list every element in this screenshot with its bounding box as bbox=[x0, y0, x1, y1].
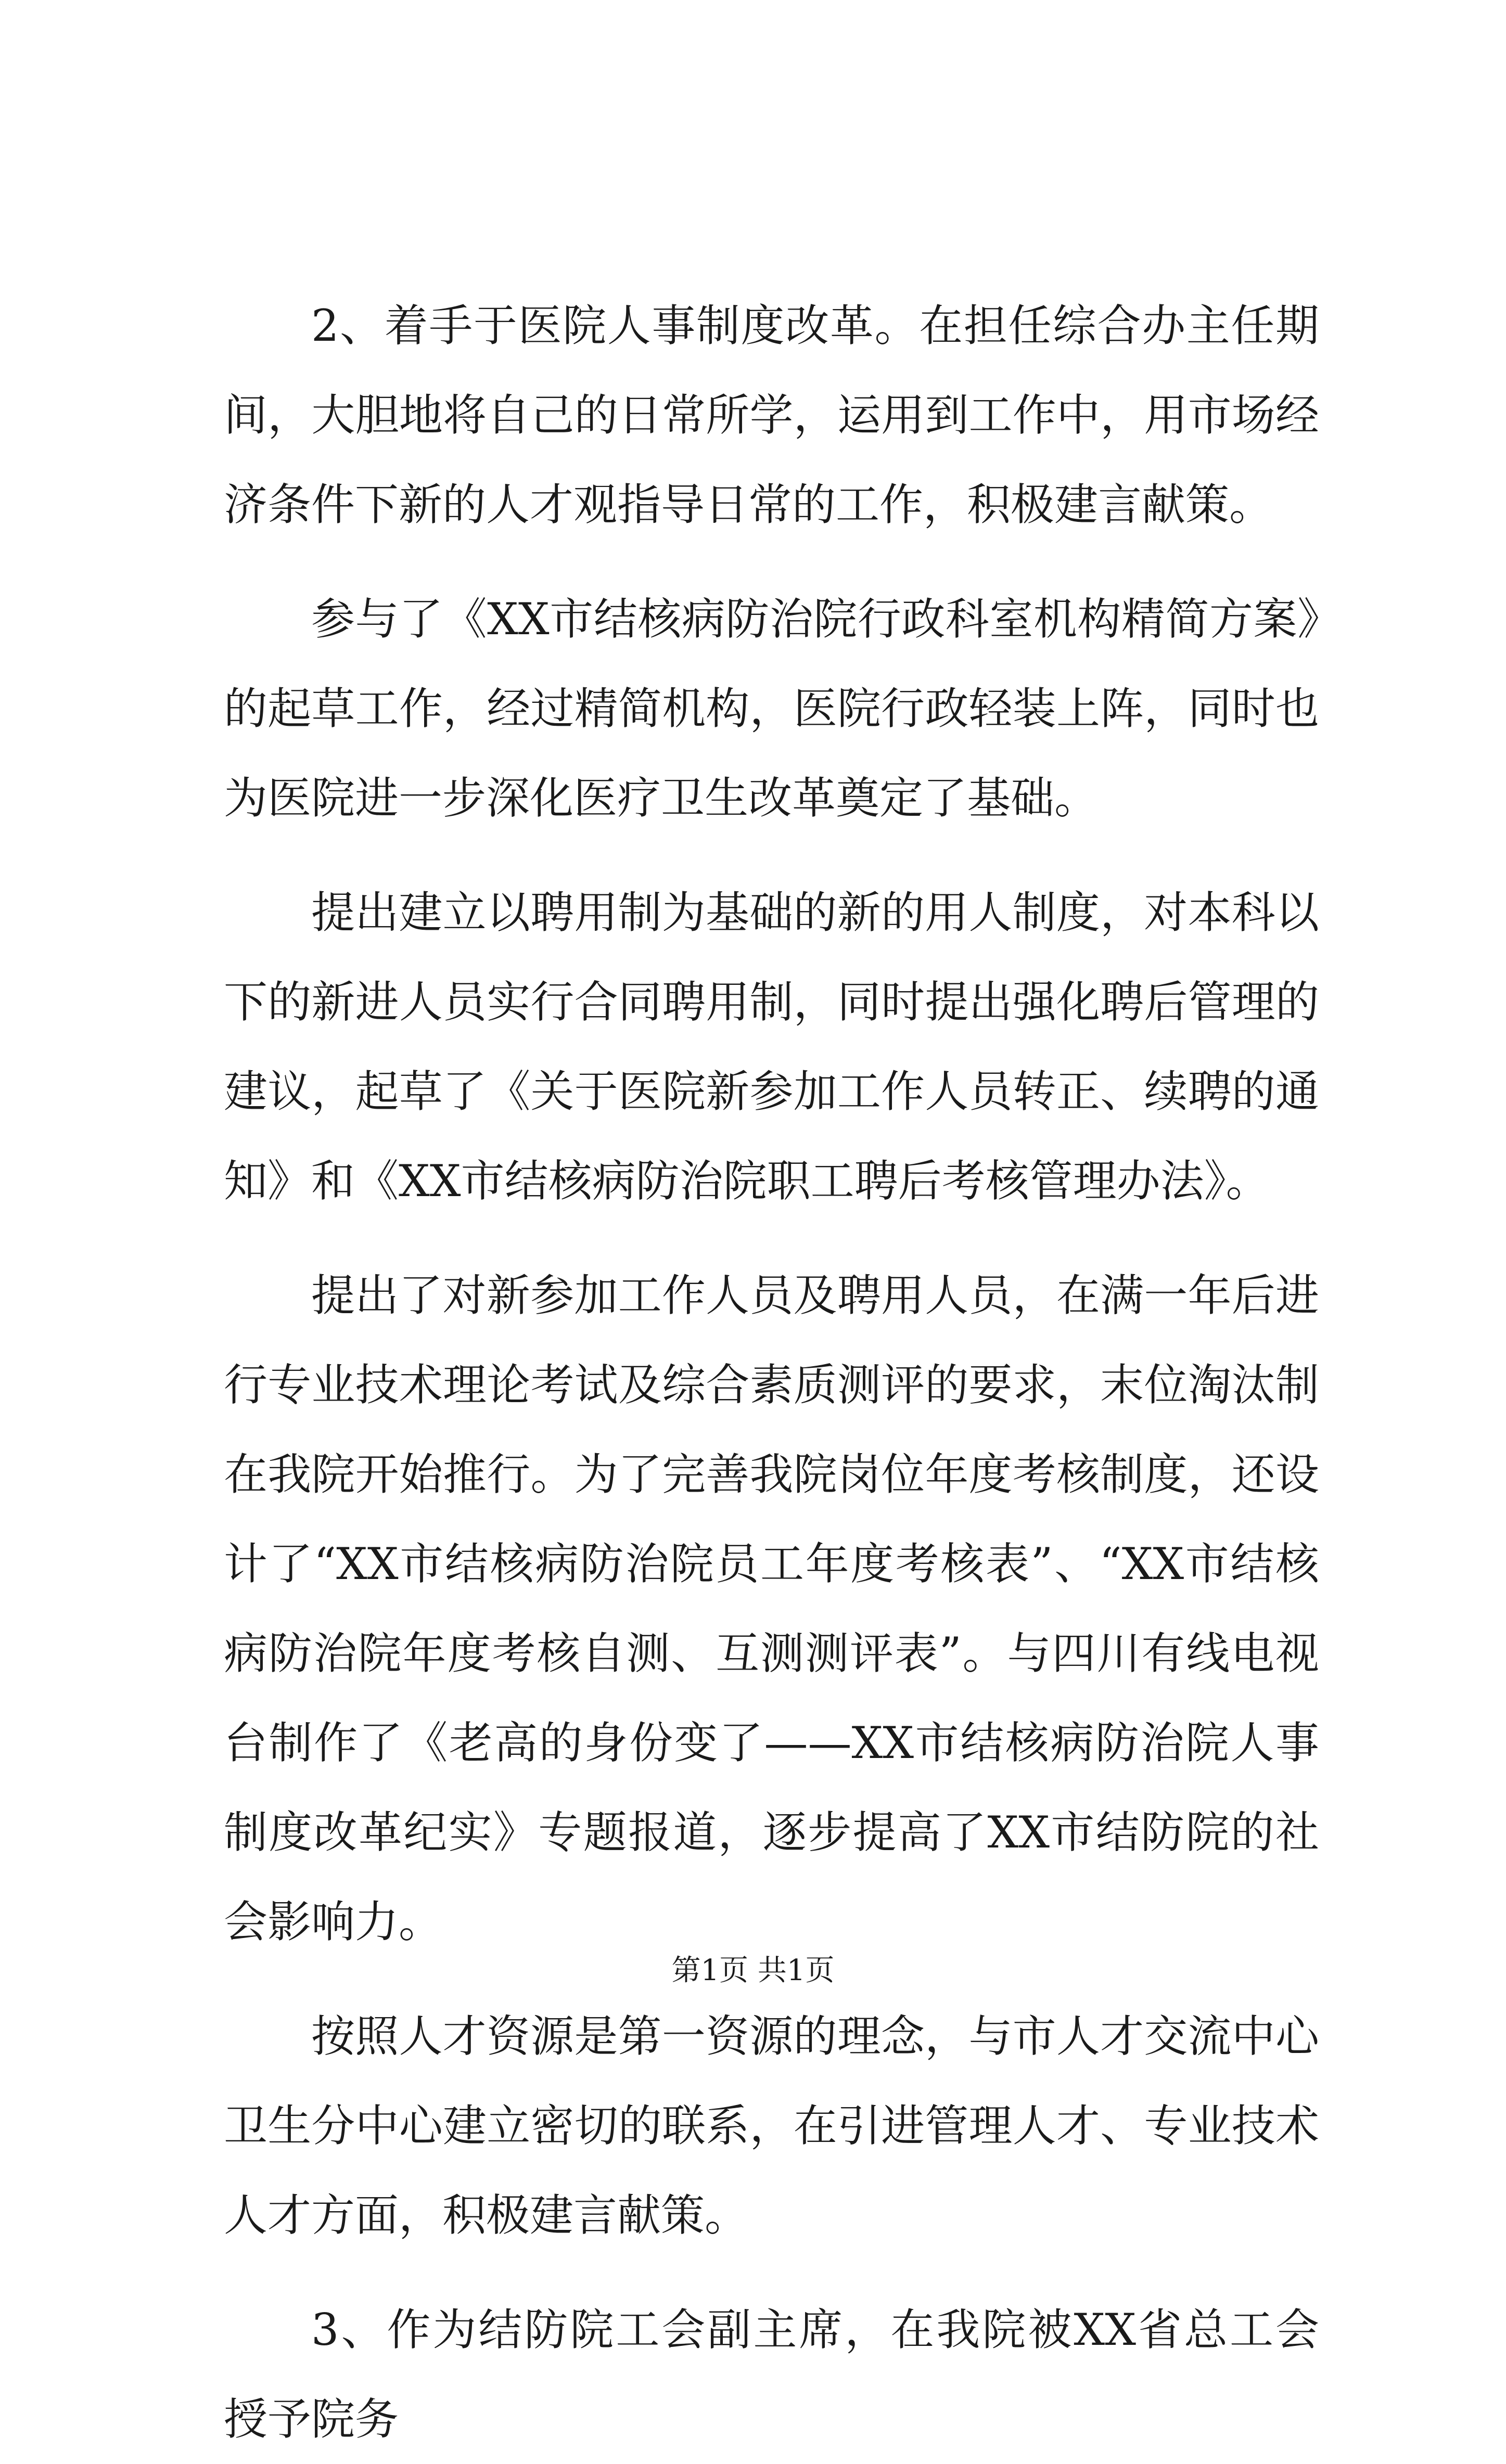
document-body bbox=[224, 281, 1319, 2464]
paragraph-5: 按照人才资源是第一资源的理念，与市人才交流中心卫生分中心建立密切的联系，在引进管理人才、专业技术人才方面，积极建言献策。 bbox=[224, 2011, 1319, 2241]
paragraph-6: 3、作为结防院工会副主席，在我院被XX省总工会授予院务 bbox=[224, 2304, 1319, 2445]
paragraph-4: 提出了对新参加工作人员及聘用人员，在满一年后进行专业技术理论考试及综合素质测评的要求，末位淘汰制在我院开始推行。为了完善我院岗位年度考核制度，还设计了“XX市结核病防治院员工年度考核表”、“XX市结核病防治院年度考核自测、互测测评表”。与四川有线电视台制作了《老高的身份变了——XX市结核病防治院人事制度改革纪实》专题报道，逐步提高了XX市结防院的社会影响力。 bbox=[224, 1270, 1319, 1947]
paragraph-2: 参与了《XX市结核病防治院行政科室机构精简方案》的起草工作，经过精简机构，医院行政轻装上阵，同时也为医院进一步深化医疗卫生改革奠定了基础。 bbox=[224, 594, 1319, 824]
paragraph-1: 2、着手于医院人事制度改革。在担任综合办主任期间，大胆地将自己的日常所学，运用到工作中，用市场经济条件下新的人才观指导日常的工作，积极建言献策。 bbox=[224, 300, 1319, 530]
page-footer: 第1页 共1页 bbox=[671, 1954, 835, 1987]
paragraph-3: 提出建立以聘用制为基础的新的用人制度，对本科以下的新进人员实行合同聘用制，同时提出强化聘后管理的建议，起草了《关于医院新参加工作人员转正、续聘的通知》和《XX市结核病防治院职工聘后考核管理办法》。 bbox=[224, 887, 1319, 1207]
